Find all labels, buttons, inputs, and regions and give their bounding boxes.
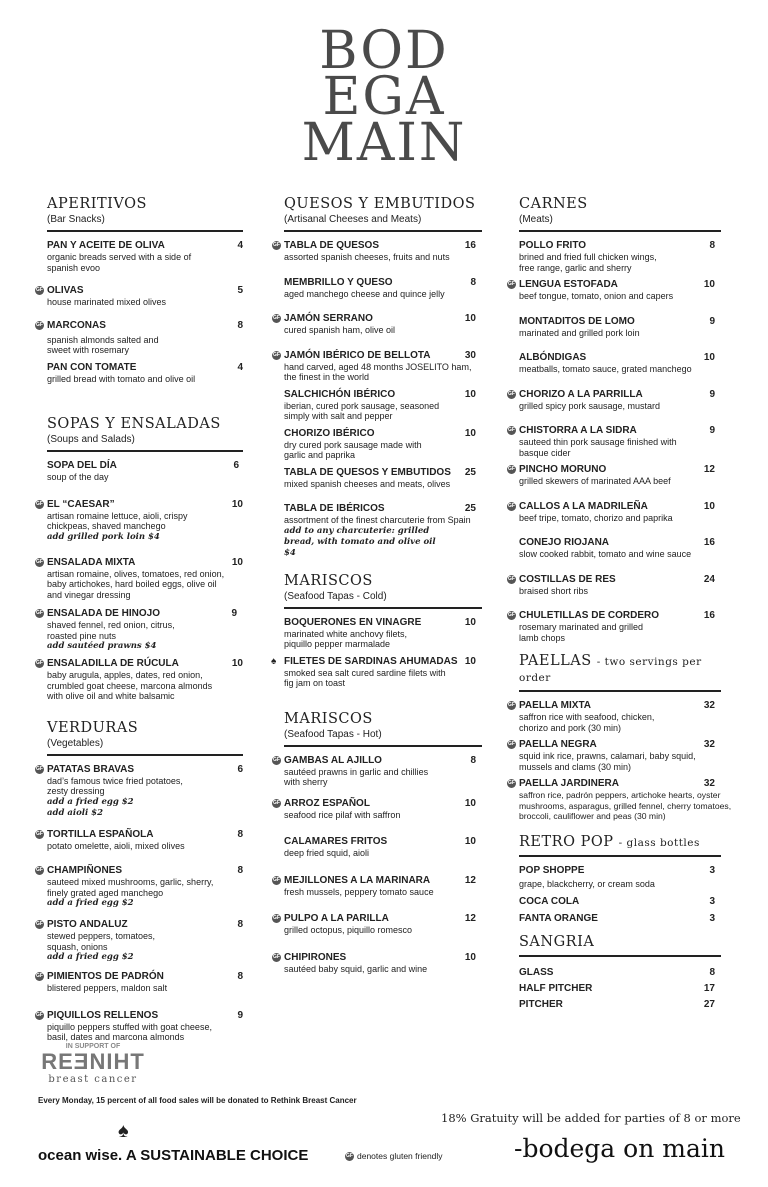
item-desc: deep fried squid, aioli: [284, 848, 370, 858]
item-name: LENGUA ESTOFADA: [519, 279, 618, 290]
menu-item: [284, 428, 482, 461]
gluten-friendly-icon: GF: [508, 702, 515, 708]
item-desc: sautéed prawns in garlic and chillies with sherry: [284, 766, 429, 787]
menu-item: [36, 658, 243, 702]
menu-item: [36, 865, 243, 909]
divider: [284, 745, 482, 747]
drink-name: FANTA ORANGE: [519, 913, 598, 924]
item-desc: squid ink rice, prawns, calamari, baby squid, mussels and clams (30 min): [519, 751, 696, 772]
item-price: 10: [231, 658, 243, 669]
item-desc: aged manchego cheese and quince jelly: [284, 288, 445, 299]
item-name: PIQUILLOS RELLENOS: [47, 1009, 159, 1021]
gluten-friendly-icon: GF: [36, 558, 43, 565]
item-name: MONTADITOS DE LOMO: [519, 315, 635, 327]
item-price: 4: [237, 361, 243, 373]
item-name: CALLOS A LA MADRILEÑA: [519, 500, 648, 512]
gluten-friendly-icon: GF: [273, 315, 280, 321]
item-price: 6: [233, 460, 239, 471]
item-price: 8: [237, 865, 243, 876]
item-desc: house marinated mixed olives: [47, 297, 167, 307]
item-price: 16: [464, 240, 476, 251]
item-name: POLLO FRITO: [519, 240, 587, 251]
retro-title: [519, 834, 721, 850]
menu-item: [36, 608, 243, 652]
menu-item: [508, 464, 721, 487]
item-name: CHORIZO A LA PARRILLA: [519, 388, 643, 400]
divider: [47, 754, 243, 756]
gluten-friendly-icon: GF: [508, 427, 515, 433]
gluten-friendly-icon: GF: [346, 1153, 353, 1160]
donation-note: Every Monday, 15 percent of all food sales will be donated to Rethink Breast Cancer: [38, 1096, 357, 1105]
gluten-friendly-icon: GF: [508, 390, 515, 397]
item-price: 16: [703, 537, 715, 548]
menu-item: [284, 467, 482, 490]
drink-item: [519, 983, 721, 994]
menu-item: [273, 754, 482, 788]
item-price: 8: [237, 919, 243, 930]
gluten-friendly-icon: GF: [273, 915, 280, 921]
item-desc: marinated and grilled pork loin: [519, 327, 640, 338]
item-price: 10: [231, 556, 243, 568]
menu-item: [284, 277, 482, 300]
drink-item: [519, 999, 721, 1010]
item-price: 10: [703, 279, 715, 290]
logo-line-3: MAIN: [301, 113, 467, 173]
item-desc: assortment of the finest charcuterie from Spain: [284, 515, 471, 525]
menu-item: [508, 778, 732, 822]
item-name: JAMÓN IBÉRICO DE BELLOTA: [284, 349, 431, 361]
item-name: TABLA DE QUESOS: [284, 240, 380, 251]
mariscos-hot-subtitle: (Seafood Tapas - Hot): [284, 728, 382, 740]
menu-item: [273, 313, 482, 336]
gluten-friendly-icon: GF: [36, 321, 43, 328]
menu-item: [36, 556, 243, 601]
menu-item: [36, 498, 243, 543]
item-name: ARROZ ESPAÑOL: [284, 797, 370, 809]
menu-item: [284, 836, 482, 859]
item-price: 12: [703, 464, 715, 475]
item-name: PIMIENTOS DE PADRÓN: [47, 971, 164, 982]
item-desc: brined and fried full chicken wings, free range, garlic and sherry: [519, 252, 657, 273]
item-name: ENSALADILLA DE RÚCULA: [47, 658, 179, 669]
mariscos-hot-title: MARISCOS: [284, 710, 373, 727]
gluten-friendly-legend: [345, 1151, 443, 1161]
menu-item: [36, 319, 243, 356]
menu-item: [284, 503, 482, 559]
menu-item: [519, 352, 721, 375]
item-price: 10: [464, 427, 476, 439]
menu-item: [508, 388, 721, 412]
item-name: ENSALADA MIXTA: [47, 556, 136, 568]
item-name: PAN CON TOMATE: [47, 361, 137, 373]
item-desc: shaved fennel, red onion, citrus, roasted pine nuts: [47, 620, 175, 641]
divider: [284, 230, 482, 232]
item-price: 10: [464, 313, 476, 324]
item-desc: artisan romaine, olives, tomatoes, red onion, baby artichokes, hard boiled eggs, olive oil and vinegar dressing: [47, 568, 225, 600]
rethink-wordmark: REƎNIHT: [41, 1049, 145, 1074]
drink-item: [519, 865, 721, 876]
item-addon: add a fried egg $2: [47, 952, 134, 962]
verduras-subtitle: (Vegetables): [47, 737, 104, 749]
item-desc: saffron rice with seafood, chicken, chorizo and pork (30 min): [519, 712, 655, 733]
item-desc: hand carved, aged 48 months JOSELITO ham, the finest in the world: [284, 361, 472, 382]
carnes-subtitle: (Meats): [519, 214, 553, 225]
menu-item: [508, 500, 721, 524]
item-price: 5: [237, 285, 243, 296]
logo-line-2: EGA: [322, 67, 446, 127]
menu-item: [519, 316, 721, 339]
item-price: 8: [470, 754, 476, 766]
item-price: 10: [464, 388, 476, 400]
menu-item: [36, 971, 243, 994]
item-price: 9: [709, 315, 715, 327]
item-name: MARCONAS: [47, 319, 106, 331]
item-desc: grilled skewers of marinated AAA beef: [519, 476, 671, 486]
drink-item: [519, 913, 721, 924]
gluten-friendly-icon: GF: [508, 741, 515, 747]
item-desc: piquillo peppers stuffed with goat cheese, basil, dates and marcona almonds: [47, 1021, 212, 1042]
item-name: CHAMPIÑONES: [47, 865, 123, 876]
item-desc: marinated white anchovy filets, piquillo pepper marmalade: [284, 628, 408, 649]
divider: [284, 607, 482, 609]
paellas-title-text: PAELLAS: [519, 653, 592, 669]
logo: [0, 21, 768, 173]
item-name: MEMBRILLO Y QUESO: [284, 276, 393, 288]
menu-item: [273, 349, 482, 383]
item-price: 25: [464, 466, 476, 478]
gluten-friendly-icon: GF: [36, 500, 43, 507]
drink-price: 3: [709, 913, 715, 924]
item-name: CONEJO RIOJANA: [519, 537, 610, 548]
item-name: PAELLA MIXTA: [519, 700, 592, 711]
item-desc: rosemary marinated and grilled lamb chops: [519, 622, 644, 643]
verduras-title: VERDURAS: [47, 719, 139, 736]
item-name: CHIPIRONES: [284, 951, 347, 963]
menu-item: [47, 460, 243, 483]
item-desc: soup of the day: [47, 472, 109, 482]
gluten-friendly-icon: GF: [273, 756, 280, 763]
item-addon: add grilled pork loin $4: [47, 531, 160, 542]
item-desc: grilled spicy pork sausage, mustard: [519, 400, 661, 411]
menu-item: [508, 700, 721, 733]
item-desc: baby arugula, apples, dates, red onion, crumbled goat cheese, marcona almonds with olive oil and white balsamic: [47, 670, 213, 701]
menu-item: [36, 763, 243, 819]
item-price: 12: [464, 913, 476, 924]
item-desc: potato omelette, aioli, mixed olives: [47, 840, 185, 851]
item-desc: mixed spanish cheeses and meats, olives: [284, 478, 451, 489]
item-price: 25: [464, 503, 476, 514]
item-price: 10: [464, 616, 476, 628]
item-name: GAMBAS AL AJILLO: [284, 754, 382, 766]
item-name: COSTILLAS DE RES: [519, 573, 616, 585]
retro-title-text: RETRO POP: [519, 833, 614, 850]
item-name: PAELLA JARDINERA: [519, 778, 620, 789]
item-name: TORTILLA ESPAÑOLA: [47, 828, 154, 840]
item-name: SALCHICHÓN IBÉRICO: [284, 388, 396, 400]
item-price: 32: [703, 778, 715, 789]
drink-name: GLASS: [519, 967, 554, 978]
item-price: 8: [237, 828, 243, 840]
sangria-title: SANGRIA: [519, 934, 595, 950]
item-desc: sauteed thin pork sausage finished with basque cider: [519, 437, 677, 458]
gluten-friendly-icon: GF: [36, 610, 43, 616]
item-name: TABLA DE QUESOS Y EMBUTIDOS: [284, 466, 451, 478]
menu-item: [508, 573, 721, 597]
item-addon: add a fried egg $2: [47, 898, 134, 908]
item-price: 32: [703, 700, 715, 711]
breast-cancer-text: breast cancer: [48, 1074, 138, 1085]
item-desc: stewed peppers, tomatoes, squash, onions: [47, 931, 156, 952]
drink-item: [519, 967, 721, 978]
gluten-friendly-icon: GF: [273, 799, 280, 806]
item-name: PATATAS BRAVAS: [47, 763, 135, 775]
quesos-subtitle: (Artisanal Cheeses and Meats): [284, 214, 422, 225]
divider: [519, 230, 721, 232]
item-desc: braised short ribs: [519, 585, 589, 596]
sopas-title: SOPAS Y ENSALADAS: [47, 416, 221, 432]
item-price: 10: [464, 836, 476, 847]
menu-item: [519, 537, 721, 560]
mariscos-cold-subtitle: (Seafood Tapas - Cold): [284, 590, 387, 602]
gluten-friendly-icon: GF: [36, 660, 43, 666]
item-desc: seafood rice pilaf with saffron: [284, 809, 401, 820]
gluten-friendly-icon: GF: [36, 287, 43, 293]
menu-item: [273, 240, 482, 263]
item-name: SOPA DEL DÍA: [47, 460, 117, 471]
gluten-friendly-icon: GF: [36, 765, 43, 772]
item-name: TABLA DE IBÉRICOS: [284, 503, 385, 514]
item-desc: saffron rice, padrón peppers, artichoke hearts, oyster mushrooms, asparagus, grilled fennel, cherry tomatoes, broccoli, cauliflower and peas (30 min): [519, 790, 732, 821]
aperitivos-subtitle: (Bar Snacks): [47, 214, 105, 225]
item-addon: add a fried egg $2: [47, 796, 134, 807]
item-desc: grilled octopus, piquillo romesco: [284, 925, 413, 935]
gluten-friendly-icon: GF: [508, 502, 515, 509]
item-name: OLIVAS: [47, 285, 84, 296]
gluten-friendly-icon: GF: [508, 780, 515, 786]
ocean-wise-logo-icon: ♠: [118, 1120, 129, 1142]
menu-item: [47, 240, 243, 273]
drink-name: PITCHER: [519, 999, 563, 1010]
item-name: PAN Y ACEITE DE OLIVA: [47, 240, 165, 251]
item-desc: meatballs, tomato sauce, grated manchego: [519, 364, 692, 374]
drink-name: POP SHOPPE: [519, 864, 585, 876]
item-desc: assorted spanish cheeses, fruits and nuts: [284, 252, 450, 262]
ocean-wise-icon: ♠: [271, 655, 277, 667]
item-desc: dad’s famous twice fried potatoes, zesty dressing: [47, 775, 183, 796]
gluten-friendly-icon: GF: [273, 242, 280, 248]
item-price: 10: [231, 498, 243, 510]
divider: [47, 450, 243, 452]
item-price: 32: [703, 739, 715, 750]
item-price: 6: [237, 763, 243, 775]
item-price: 10: [464, 655, 476, 667]
item-price: 16: [703, 610, 715, 621]
item-price: 10: [703, 500, 715, 512]
menu-item: [284, 389, 482, 422]
drink-desc: grape, blackcherry, or cream soda: [519, 878, 655, 889]
item-price: 12: [464, 874, 476, 886]
item-name: PAELLA NEGRA: [519, 739, 597, 750]
column-left: [36, 196, 243, 1055]
divider: [519, 855, 721, 857]
gluten-friendly-icon: GF: [36, 921, 43, 927]
gluten-friendly-icon: GF: [36, 830, 43, 837]
gluten-friendly-icon: GF: [508, 281, 515, 287]
item-name: PULPO A LA PARILLA: [284, 913, 389, 924]
drink-price: 8: [709, 967, 715, 978]
item-price: 8: [709, 240, 715, 251]
item-name: CHISTORRA A LA SIDRA: [519, 425, 637, 436]
item-desc: fresh mussels, peppery tomato sauce: [284, 886, 434, 897]
gluten-friendly-icon: GF: [508, 575, 515, 582]
item-price: 10: [464, 951, 476, 963]
drink-price: 3: [709, 864, 715, 876]
gluten-friendly-icon: GF: [508, 612, 515, 618]
item-price: 30: [464, 349, 476, 361]
item-name: JAMÓN SERRANO: [284, 313, 373, 324]
menu-item: [36, 285, 243, 308]
divider: [519, 955, 721, 957]
item-price: 8: [470, 276, 476, 288]
item-price: 9: [237, 1009, 243, 1021]
drink-item: [519, 896, 721, 907]
divider: [519, 690, 721, 692]
menu-item: [273, 951, 482, 975]
gluten-friendly-icon: GF: [36, 973, 43, 979]
menu-item: [284, 617, 482, 650]
retro-note: - glass bottles: [618, 836, 700, 849]
item-desc: iberian, cured pork sausage, seasoned simply with salt and pepper: [284, 400, 440, 421]
paellas-note: - two servings per order: [519, 656, 702, 684]
item-desc: artisan romaine lettuce, aioli, crispy chickpeas, shaved manchego: [47, 510, 188, 531]
item-desc: sautéed baby squid, garlic and wine: [284, 963, 428, 974]
item-price: 8: [237, 319, 243, 331]
menu-item: [273, 913, 482, 936]
drink-price: 27: [703, 999, 715, 1010]
logo-line-1: BOD: [319, 21, 449, 81]
column-middle: [271, 196, 482, 986]
item-desc: smoked sea salt cured sardine filets with fig jam on toast: [284, 667, 446, 688]
item-addon: add sautéed prawns $4: [47, 641, 157, 651]
menu-item: [508, 425, 721, 458]
item-name: EL “CAESAR”: [47, 498, 115, 510]
drink-price: 17: [703, 983, 715, 994]
item-name: ENSALADA DE HINOJO: [47, 608, 160, 619]
item-desc: spanish almonds salted and sweet with rosemary: [47, 334, 159, 355]
item-addon: add to any charcuterie: grilled bread, with tomato and olive oil $4: [284, 525, 436, 558]
item-price: 24: [703, 573, 715, 585]
column-right: [508, 196, 732, 1015]
drink-name: COCA COLA: [519, 896, 580, 907]
item-name: ALBÓNDIGAS: [519, 352, 587, 363]
support-text: IN SUPPORT OF: [65, 1043, 121, 1050]
menu-item: [273, 874, 482, 898]
item-desc: beef tongue, tomato, onion and capers: [519, 291, 674, 301]
drink-name: HALF PITCHER: [519, 983, 593, 994]
menu-item: [508, 610, 721, 643]
item-name: MEJILLONES A LA MARINARA: [284, 874, 431, 886]
aperitivos-title: APERITIVOS: [47, 196, 147, 212]
item-price: 4: [237, 240, 243, 251]
item-price: 9: [709, 425, 715, 436]
item-name: PISTO ANDALUZ: [47, 919, 128, 930]
menu-item: [36, 828, 243, 852]
menu-item: [508, 739, 721, 772]
item-desc: organic breads served with a side of spanish evoo: [47, 252, 192, 273]
gluten-friendly-icon: GF: [273, 876, 280, 883]
item-name: CALAMARES FRITOS: [284, 836, 388, 847]
menu-item: [271, 655, 482, 689]
item-price: 9: [709, 388, 715, 400]
drink-price: 3: [709, 896, 715, 907]
item-desc: slow cooked rabbit, tomato and wine sauce: [519, 549, 692, 559]
menu-item: [36, 919, 243, 963]
item-desc: sauteed mixed mushrooms, garlic, sherry, finely grated aged manchego: [47, 877, 214, 898]
item-desc: cured spanish ham, olive oil: [284, 325, 396, 335]
menu-item: [273, 797, 482, 821]
gluten-friendly-icon: GF: [273, 351, 280, 358]
item-price: 10: [464, 797, 476, 809]
bodega-signature: -bodega on main: [514, 1134, 725, 1163]
item-name: CHORIZO IBÉRICO: [284, 427, 375, 439]
item-name: FILETES DE SARDINAS AHUMADAS: [284, 655, 458, 667]
carnes-title: CARNES: [519, 196, 588, 212]
item-price: 10: [703, 352, 715, 363]
item-desc: blistered peppers, maldon salt: [47, 983, 168, 993]
item-price: 8: [237, 971, 243, 982]
gratuity-note: 18% Gratuity will be added for parties of 8 or more: [441, 1111, 741, 1125]
sopas-subtitle: (Soups and Salads): [47, 434, 135, 445]
menu-item: [519, 240, 721, 273]
gluten-friendly-icon: GF: [273, 953, 280, 960]
item-desc: dry cured pork sausage made with garlic and paprika: [284, 439, 422, 460]
gluten-friendly-note: denotes gluten friendly: [357, 1151, 443, 1161]
gluten-friendly-icon: GF: [36, 1011, 43, 1018]
item-name: BOQUERONES EN VINAGRE: [284, 616, 422, 628]
item-desc: grilled bread with tomato and olive oil: [47, 373, 196, 384]
item-addon: add aioli $2: [47, 807, 104, 818]
gluten-friendly-icon: GF: [508, 466, 515, 472]
menu-item: [36, 1009, 243, 1043]
gluten-friendly-icon: GF: [36, 867, 43, 873]
item-desc: beef tripe, tomato, chorizo and paprika: [519, 512, 673, 523]
item-name: CHULETILLAS DE CORDERO: [519, 610, 659, 621]
menu-item: [47, 362, 243, 385]
mariscos-cold-title: MARISCOS: [284, 572, 373, 589]
menu-item: [508, 279, 721, 302]
item-price: 9: [231, 608, 237, 619]
rethink-logo: [38, 1043, 148, 1085]
paellas-title: [519, 653, 721, 685]
ocean-wise-text: ocean wise. A SUSTAINABLE CHOICE: [38, 1147, 309, 1164]
item-name: PINCHO MORUNO: [519, 464, 607, 475]
divider: [47, 230, 243, 232]
quesos-title: QUESOS Y EMBUTIDOS: [284, 196, 476, 212]
